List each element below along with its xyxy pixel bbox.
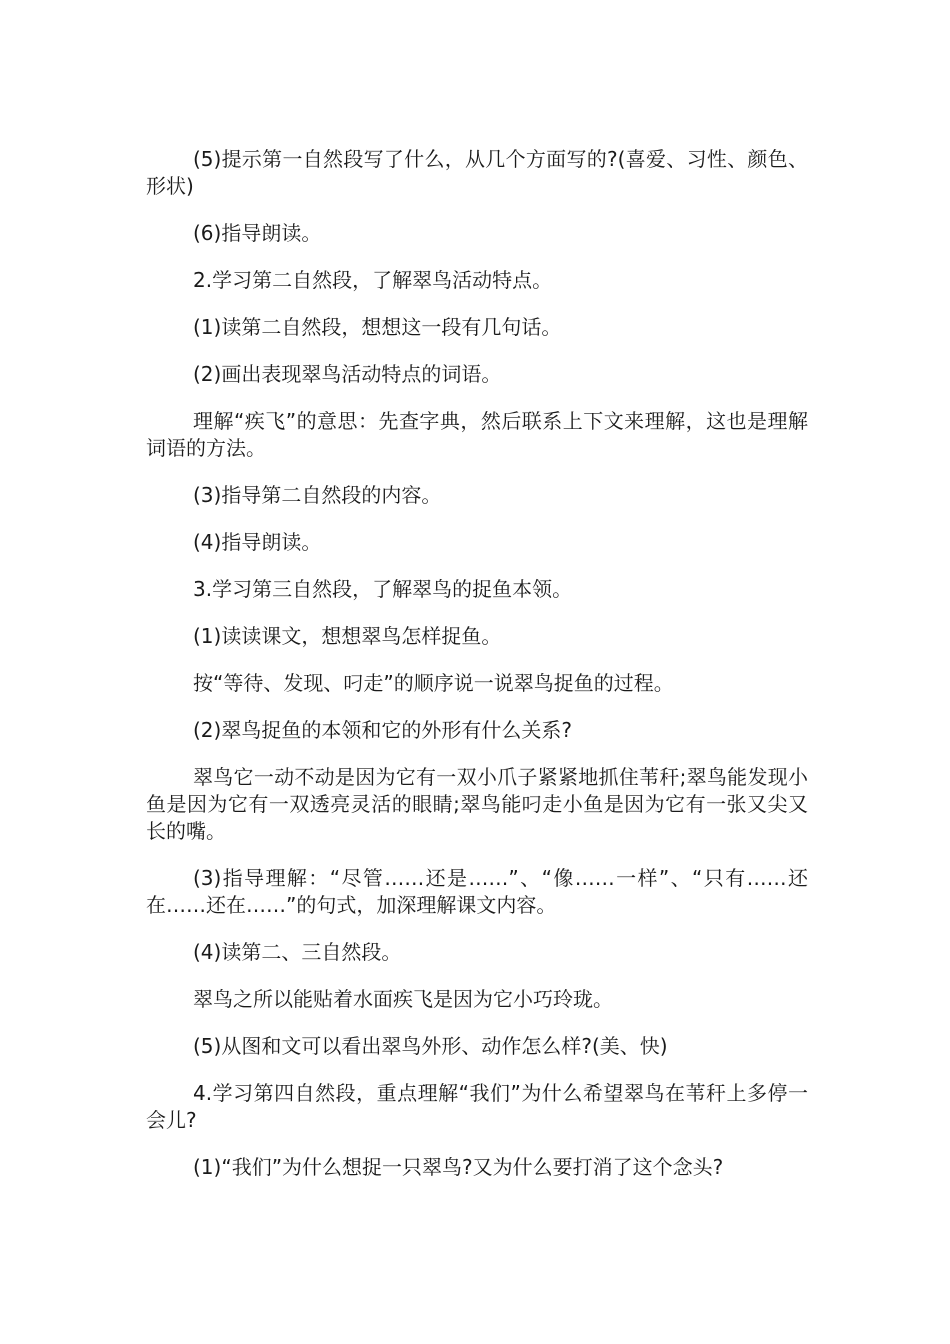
section-heading: 3.学习第三自然段，了解翠鸟的捉鱼本领。 [193, 577, 573, 601]
paragraph: 理解“疾飞”的意思：先查字典，然后联系上下文来理解，这也是理解词语的方法。 [146, 409, 808, 460]
document-body [146, 146, 808, 1201]
paragraph: 翠鸟它一动不动是因为它有一双小爪子紧紧地抓住苇秆;翠鸟能发现小鱼是因为它有一双透亮灵活的眼睛;翠鸟能叼走小鱼是因为它有一张又尖又长的嘴。 [146, 765, 808, 843]
paragraph: (5)提示第一自然段写了什么，从几个方面写的?(喜爱、习性、颜色、形状) [146, 147, 808, 198]
paragraph: (3)指导理解：“尽管……还是……”、“像……一样”、“只有……还在……还在……”的句式，加深理解课文内容。 [146, 866, 808, 917]
paragraph: (4)读第二、三自然段。 [193, 940, 402, 964]
paragraph: (5)从图和文可以看出翠鸟外形、动作怎么样?(美、快) [193, 1034, 668, 1058]
paragraph: (2)画出表现翠鸟活动特点的词语。 [193, 362, 502, 386]
section-heading: 4.学习第四自然段，重点理解“我们”为什么希望翠鸟在苇秆上多停一会儿? [146, 1081, 808, 1132]
paragraph: (6)指导朗读。 [193, 221, 322, 245]
paragraph: (4)指导朗读。 [193, 530, 322, 554]
paragraph: (3)指导第二自然段的内容。 [193, 483, 442, 507]
paragraph: 翠鸟之所以能贴着水面疾飞是因为它小巧玲珑。 [193, 987, 613, 1011]
paragraph: (2)翠鸟捉鱼的本领和它的外形有什么关系? [193, 718, 572, 742]
paragraph: (1)“我们”为什么想捉一只翠鸟?又为什么要打消了这个念头? [193, 1155, 724, 1179]
section-heading: 2.学习第二自然段，了解翠鸟活动特点。 [193, 268, 553, 292]
paragraph: (1)读第二自然段，想想这一段有几句话。 [193, 315, 562, 339]
paragraph: 按“等待、发现、叼走”的顺序说一说翠鸟捉鱼的过程。 [193, 671, 674, 695]
paragraph: (1)读读课文，想想翠鸟怎样捉鱼。 [193, 624, 502, 648]
